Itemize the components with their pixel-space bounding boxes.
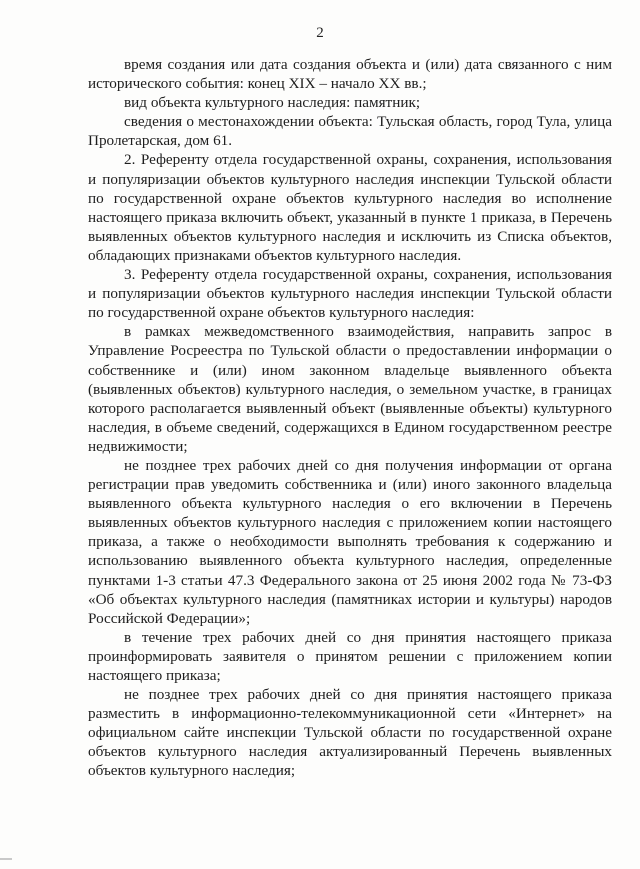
paragraph-object-type: вид объекта культурного наследия: памятник; xyxy=(124,94,421,112)
page-number: 2 xyxy=(316,25,324,41)
paragraph-creation-date: время создания или дата создания объекта и (или) дата связанного с ним исторического события: конец XIX – начало XX вв.; xyxy=(88,56,612,93)
paragraph-location: сведения о местонахождении объекта: Тульская область, город Тула, улица Пролетарская, дом 61. xyxy=(88,113,612,150)
paragraph-item-3: 3. Референту отдела государственной охраны, сохранения, использования и популяризации объектов культурного наследия инспекции Тульской области по государственной охране объектов культурного наследия: xyxy=(88,266,612,322)
paragraph-interagency-request: в рамках межведомственного взаимодействия, направить запрос в Управление Росреестра по Тульской области о предоставлении информации о собственнике и (или) ином законном владельце выявленного объекта (выявленных объектов) культурного наследия, о земельном участке, в границах которого располагается выявленный объект (выявленные объекты) культурного наследия, в объеме сведений, содержащихся в Едином государственном реестре недвижимости; xyxy=(88,323,612,455)
paragraph-internet-publication: не позднее трех рабочих дней со дня принятия настоящего приказа разместить в информационно-телекоммуникационной сети «Интернет» на официальном сайте инспекции Тульской области по государственной охране объектов культурного наследия актуализированный Перечень выявленных объектов культурного наследия; xyxy=(88,686,612,780)
document-body xyxy=(88,55,612,781)
scan-edge-mark xyxy=(0,858,12,860)
paragraph-applicant-notification: в течение трех рабочих дней со дня принятия настоящего приказа проинформировать заявителя о принятом решении с приложением копии настоящего приказа; xyxy=(88,628,612,684)
paragraph-owner-notification: не позднее трех рабочих дней со дня получения информации от органа регистрации прав уведомить собственника и (или) иного законного владельца выявленного объекта культурного наследия о его включении в Перечень выявленных объектов культурного наследия с приложением копии настоящего приказа, а также о необходимости выполнять требования к содержанию и использованию выявленного объекта культурного наследия, определенные пунктами 1-3 статьи 47.3 Федерального закона от 25 июня 2002 года № 73-ФЗ «Об объектах культурного наследия (памятниках истории и культуры) народов Российской Федерации»; xyxy=(88,456,612,627)
paragraph-item-2: 2. Референту отдела государственной охраны, сохранения, использования и популяризации объектов культурного наследия инспекции Тульской области по государственной охране объектов культурного наследия во исполнение настоящего приказа включить объект, указанный в пункте 1 приказа, в Перечень выявленных объектов культурного наследия и исключить из Списка объектов, обладающих признаками объектов культурного наследия. xyxy=(88,151,612,264)
